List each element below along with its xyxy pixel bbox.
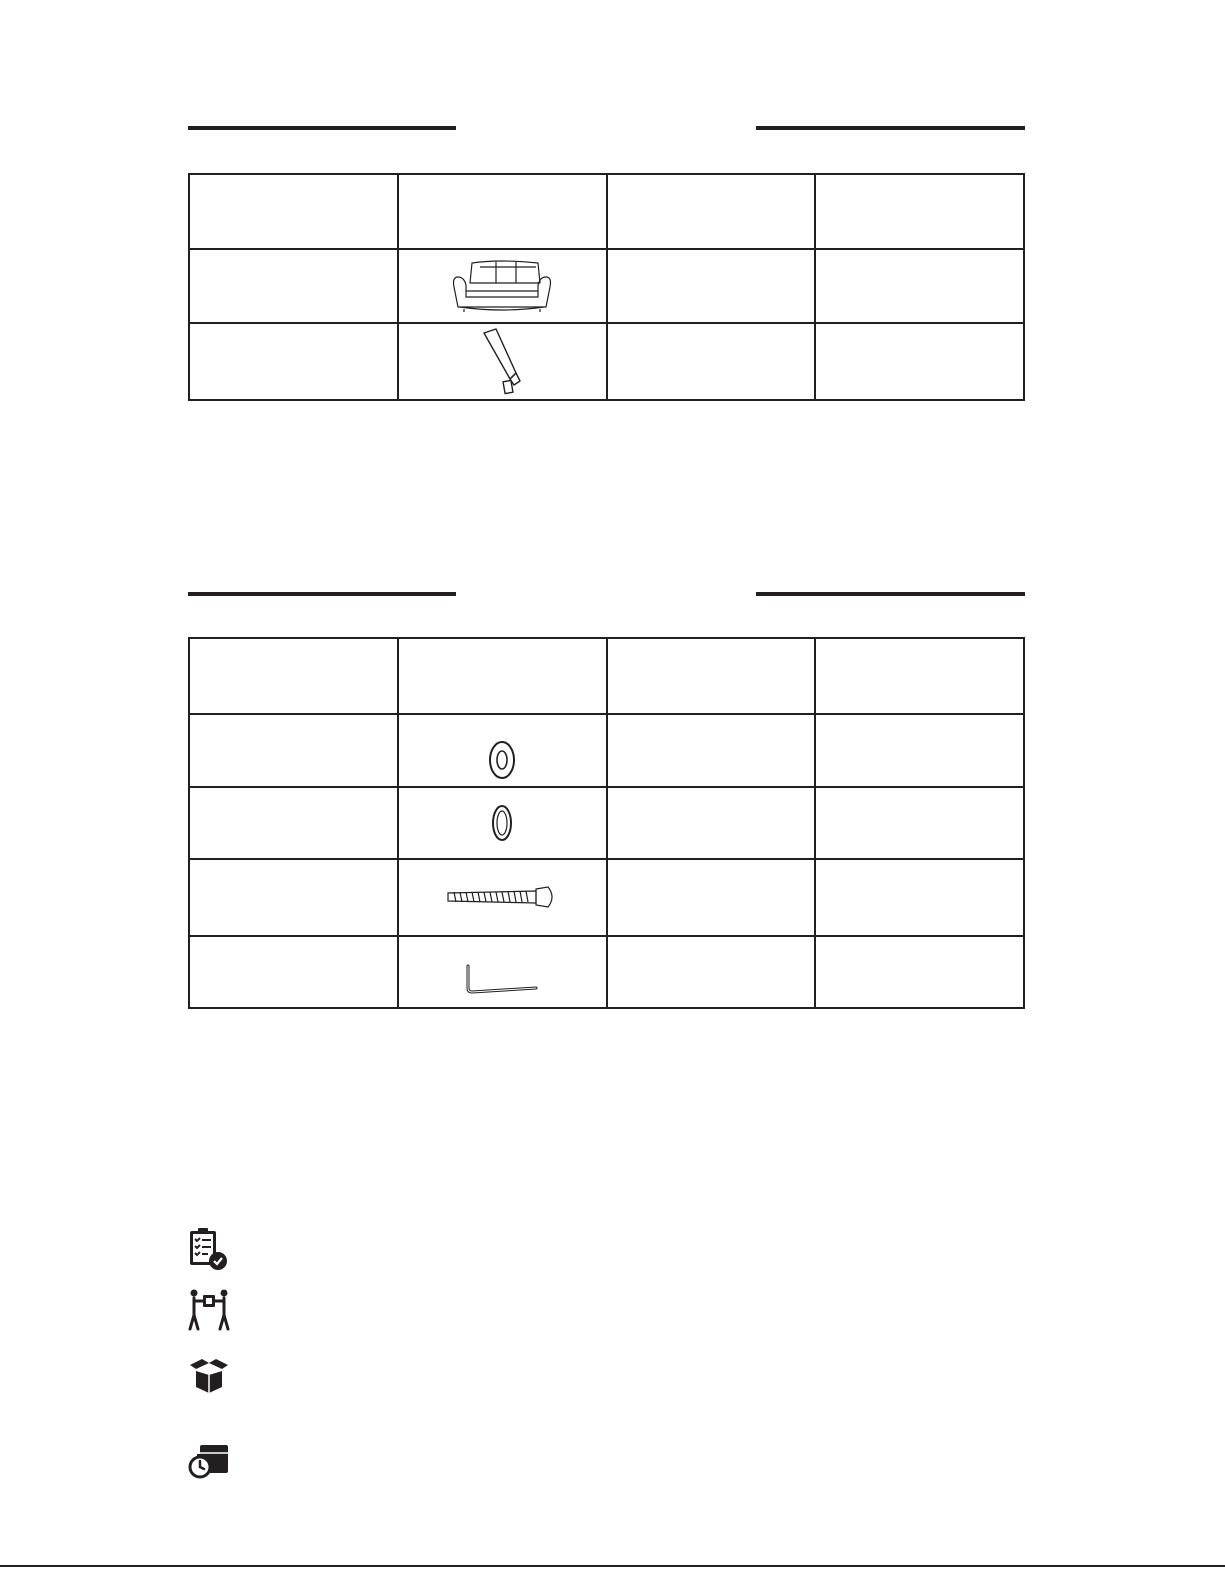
part-quantity: [607, 859, 816, 936]
part-note: [815, 249, 1024, 323]
sofa-illustration: [450, 257, 554, 315]
assembly-notes: [188, 1225, 1025, 1485]
part-quantity: [607, 936, 816, 1008]
part-label: [189, 714, 398, 787]
checklist-icon: [188, 1225, 230, 1271]
part-label: [189, 936, 398, 1008]
two-person-assembly-icon: [188, 1287, 230, 1333]
flat-washer-illustration: [487, 739, 517, 781]
section1-rule-right: [756, 126, 1025, 130]
table-header-row: [189, 638, 1024, 714]
header-cell: [189, 174, 398, 249]
header-cell: [398, 638, 607, 714]
page-bottom-rule: [0, 1565, 1225, 1567]
table-header-row: [189, 174, 1024, 249]
open-box-icon: [188, 1351, 230, 1397]
hardware-table: [188, 637, 1025, 1009]
table-row: [189, 714, 1024, 787]
header-cell: [189, 638, 398, 714]
table-row: [189, 787, 1024, 859]
part-note: [815, 787, 1024, 859]
section1-rule-left: [188, 126, 456, 130]
note-item: [188, 1287, 1025, 1333]
section2-rule-right: [756, 592, 1025, 596]
part-quantity: [607, 249, 816, 323]
part-label: [189, 787, 398, 859]
allen-key-illustration: [464, 964, 540, 994]
part-label: [189, 323, 398, 400]
table-row: [189, 249, 1024, 323]
header-cell: [398, 174, 607, 249]
section2-rule-left: [188, 592, 456, 596]
timer-box-icon: [188, 1435, 230, 1481]
part-note: [815, 323, 1024, 400]
header-cell: [607, 638, 816, 714]
header-cell: [815, 638, 1024, 714]
note-item: [188, 1351, 1025, 1397]
header-cell: [607, 174, 816, 249]
sofa-leg-illustration: [472, 327, 532, 397]
part-label: [189, 249, 398, 323]
part-quantity: [607, 787, 816, 859]
table-row: [189, 936, 1024, 1008]
part-note: [815, 714, 1024, 787]
bolt-illustration: [444, 885, 560, 911]
part-quantity: [607, 714, 816, 787]
part-note: [815, 936, 1024, 1008]
part-quantity: [607, 323, 816, 400]
table-row: [189, 323, 1024, 400]
note-item: [188, 1435, 1025, 1481]
parts-table: [188, 173, 1025, 401]
spring-washer-illustration: [490, 803, 514, 843]
header-cell: [815, 174, 1024, 249]
note-item: [188, 1225, 1025, 1271]
part-label: [189, 859, 398, 936]
table-row: [189, 859, 1024, 936]
part-note: [815, 859, 1024, 936]
